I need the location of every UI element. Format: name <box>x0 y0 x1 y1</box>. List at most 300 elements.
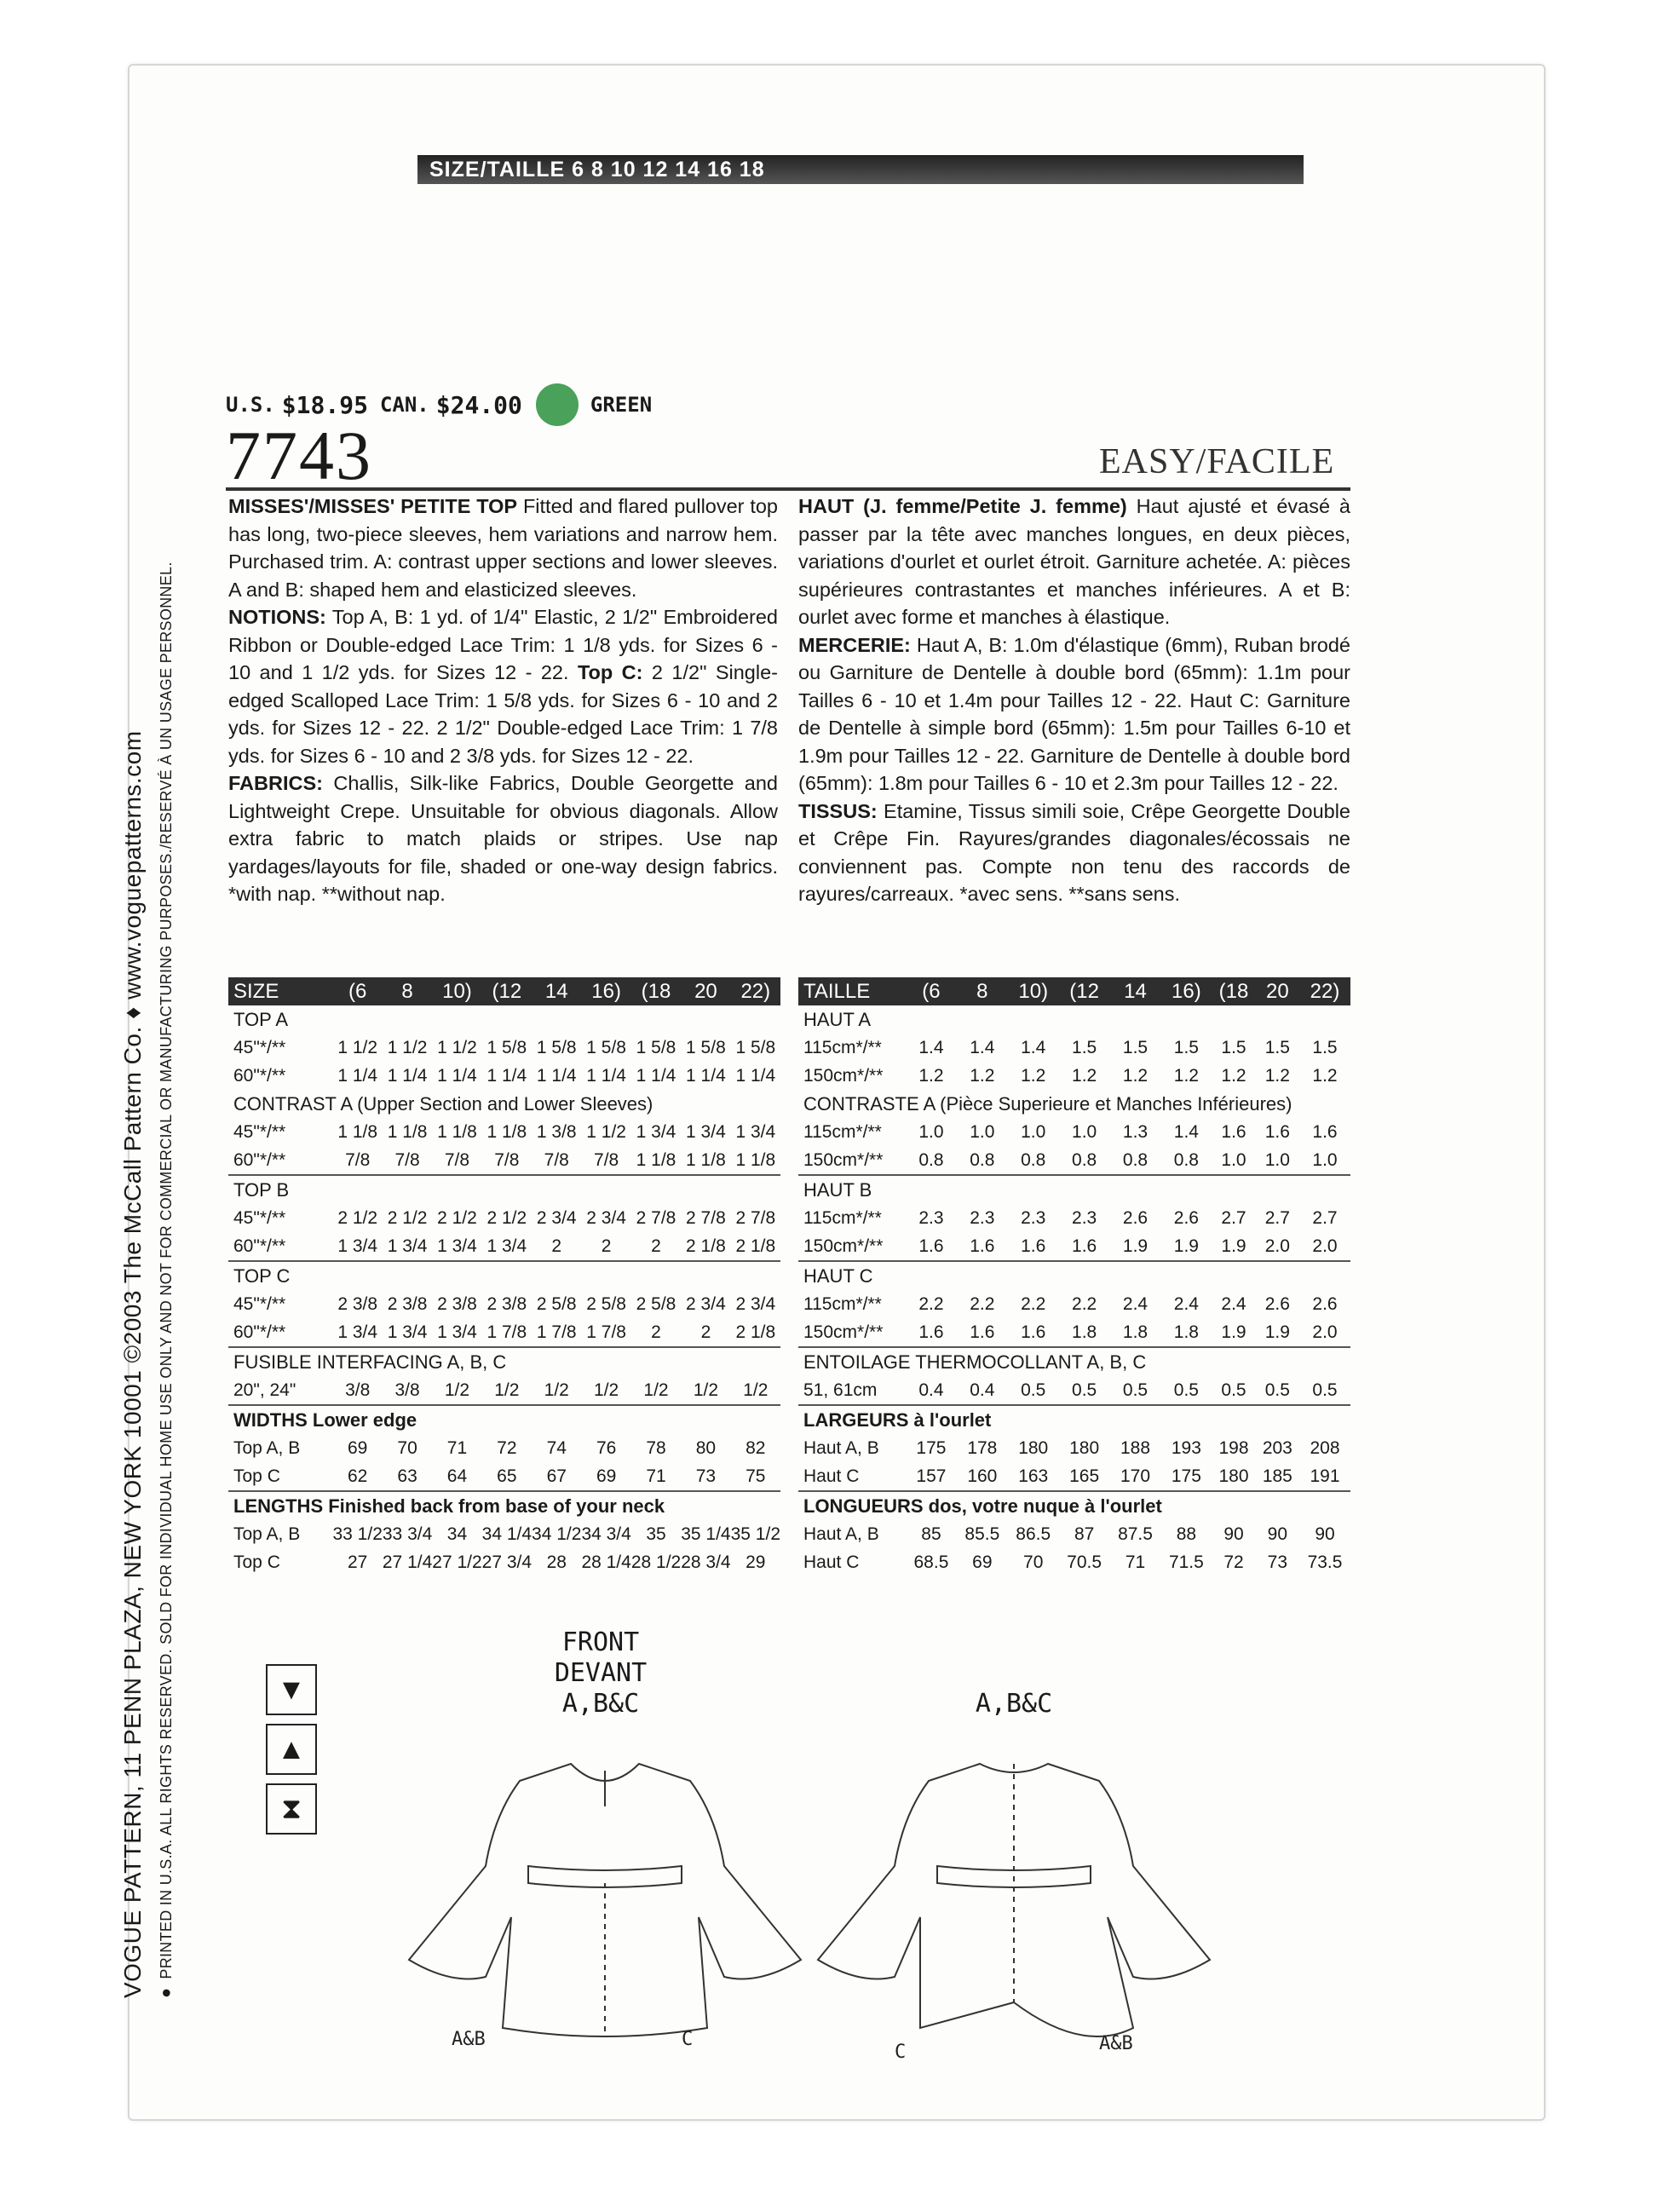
size-col-header: (6 <box>906 977 957 1005</box>
section-label: LARGEURS à l'ourlet <box>803 1408 992 1431</box>
table-row <box>798 1146 1350 1175</box>
size-header: TAILLE <box>798 977 906 1005</box>
size-col-header: 8 <box>383 977 432 1005</box>
table-cell: 64 <box>432 1462 481 1491</box>
table-cell: 0.5 <box>1110 1376 1161 1405</box>
table-cell: 1 1/8 <box>387 1121 428 1142</box>
row-label: 45"*/** <box>233 1293 286 1314</box>
table-cell: 193 <box>1171 1437 1201 1458</box>
table-cell: 2.6 <box>1264 1293 1290 1314</box>
size-col-header: 22) <box>731 977 780 1005</box>
table-cell: 2.3 <box>1072 1207 1097 1228</box>
table-cell: 1 1/2 <box>437 1037 477 1057</box>
table-header <box>228 977 780 1005</box>
table-cell: 1 1/8 <box>681 1146 730 1175</box>
table-row <box>798 1062 1350 1090</box>
table-cell: 2.7 <box>1312 1207 1338 1228</box>
row-label: 45"*/** <box>233 1207 286 1228</box>
table-cell: 1.6 <box>1008 1318 1059 1347</box>
section-row <box>798 1090 1350 1118</box>
table-cell: 71.5 <box>1168 1552 1204 1572</box>
table-cell: 1 1/2 <box>387 1037 428 1057</box>
table-cell: 67 <box>532 1462 581 1491</box>
table-cell: 2 5/8 <box>536 1293 577 1314</box>
table-cell: 0.8 <box>906 1146 957 1175</box>
section-row <box>798 1405 1350 1434</box>
table-cell: 1.4 <box>1021 1037 1046 1057</box>
table-cell: 2 3/8 <box>437 1293 477 1314</box>
section-row <box>228 1347 780 1376</box>
size-col-header: 16) <box>581 977 630 1005</box>
table-cell: 2.2 <box>918 1293 944 1314</box>
table-cell: 1 1/8 <box>437 1121 477 1142</box>
table-cell: 86.5 <box>1016 1524 1051 1544</box>
table-cell: 27 1/2 <box>432 1552 482 1572</box>
fr-notions-text: Haut A, B: 1.0m d'élastique (6mm), Ruban brodé ou Garniture de Dentelle à double bord (65mm): 1.1m pour Tailles 6 - 10 et 1.4m pour Tailles 12 - 22. Haut C: Garniture de Dentelle à simple bord (65mm): 1.5m pour Tailles 6-10 et 1.9m pour Tailles 12 - 22. Garniture de Dentelle à double bord (65mm): 1.8m pour Tailles 6 - 10 et 2.3m pour Tailles 12 - 22. <box>798 633 1350 794</box>
table-cell: 0.5 <box>1212 1376 1255 1405</box>
table-cell: 69 <box>581 1462 630 1491</box>
size-col-header: (12 <box>1059 977 1110 1005</box>
size-col-header: 14 <box>1110 977 1161 1005</box>
table-cell: 1.0 <box>1072 1121 1097 1142</box>
table-cell: 2.6 <box>1312 1293 1338 1314</box>
table-cell: 73 <box>681 1462 730 1491</box>
can-label: CAN. <box>379 393 429 417</box>
row-label: 115cm*/** <box>803 1293 882 1314</box>
table-cell: 2 5/8 <box>636 1293 676 1314</box>
table-cell: 1 5/8 <box>686 1037 726 1057</box>
table-cell: 1.9 <box>1110 1232 1161 1261</box>
en-notions <box>228 603 778 769</box>
table-cell: 72 <box>497 1437 517 1458</box>
table-cell: 1 7/8 <box>581 1318 630 1347</box>
table-cell: 1/2 <box>681 1376 730 1405</box>
table-cell: 80 <box>695 1437 717 1458</box>
row-label: Top A, B <box>233 1437 301 1458</box>
row-label: 45"*/** <box>233 1121 286 1142</box>
table-cell: 2.3 <box>918 1207 944 1228</box>
table-cell: 28 1/4 <box>581 1552 631 1572</box>
table-cell: 1 1/2 <box>337 1037 378 1057</box>
table-cell: 0.5 <box>1160 1376 1212 1405</box>
size-col-header: 20 <box>1256 977 1299 1005</box>
table-cell: 1/2 <box>581 1376 630 1405</box>
table-cell: 165 <box>1059 1462 1110 1491</box>
table-cell: 65 <box>482 1462 532 1491</box>
table-cell: 2 1/2 <box>486 1207 527 1228</box>
table-row <box>228 1232 780 1261</box>
table-cell: 90 <box>1315 1524 1335 1544</box>
row-label: 150cm*/** <box>803 1065 884 1086</box>
table-cell: 1.6 <box>906 1318 957 1347</box>
table-cell: 1.0 <box>1212 1146 1255 1175</box>
section-label: TOP C <box>233 1264 291 1287</box>
size-col-header: (18 <box>1212 977 1255 1005</box>
table-cell: 2 3/4 <box>586 1207 626 1228</box>
table-cell: 74 <box>546 1437 567 1458</box>
table-row <box>228 1118 780 1146</box>
table-cell: 2 3/4 <box>536 1207 577 1228</box>
table-cell: 1.9 <box>1212 1232 1255 1261</box>
table-cell: 1.6 <box>957 1318 1008 1347</box>
table-cell: 62 <box>332 1462 382 1491</box>
table-cell: 1.2 <box>1221 1065 1246 1086</box>
table-cell: 0.5 <box>1059 1376 1110 1405</box>
table-cell: 1 1/4 <box>536 1065 577 1086</box>
section-row <box>798 1347 1350 1376</box>
fr-notions <box>798 631 1350 798</box>
fr-description <box>798 493 1350 631</box>
table-cell: 2.6 <box>1122 1207 1149 1228</box>
en-notions-text-b: 2 1/2" Single-edged Scalloped Lace Trim: 1 5/8 yds. for Sizes 6 - 10 and 2 yds. for Sizes 12 - 22. 2 1/2" Double-edged Lace Trim: 1 7/8 yds. for Sizes 6 - 10 and 2 3/8 yds. for Sizes 12 - 22. <box>228 661 778 767</box>
section-row <box>228 1175 780 1204</box>
table-cell: 1.8 <box>1110 1318 1161 1347</box>
table-cell: 2 7/8 <box>735 1207 776 1228</box>
table-header <box>798 977 1350 1005</box>
table-cell: 2.2 <box>970 1293 995 1314</box>
back-left-label: C <box>895 2042 907 2062</box>
table-cell: 1 3/4 <box>686 1121 726 1142</box>
pattern-number: 7743 <box>226 417 372 494</box>
size-col-header: (6 <box>332 977 382 1005</box>
size-col-header: (12 <box>482 977 532 1005</box>
arrow-legend <box>266 1664 314 1843</box>
table-row <box>228 1062 780 1090</box>
rights-text: PRINTED IN U.S.A. ALL RIGHTS RESERVED. SOLD FOR INDIVIDUAL HOME USE ONLY AND NOT FOR COMMERCIAL OR MANUFACTURING PURPOSES./RESERVÉ À UN USAGE PERSONNEL. <box>158 562 175 1979</box>
table-cell: 1.6 <box>906 1232 957 1261</box>
row-label: Haut A, B <box>803 1437 879 1458</box>
table-cell: 163 <box>1008 1462 1059 1491</box>
us-price: $18.95 <box>281 390 368 419</box>
green-dot-icon <box>536 383 579 426</box>
en-notions-title: NOTIONS: <box>228 606 326 628</box>
difficulty-label: EASY/FACILE <box>1099 442 1335 481</box>
table-cell: 175 <box>916 1437 947 1458</box>
table-cell: 1 3/4 <box>432 1318 481 1347</box>
table-cell: 1 1/4 <box>636 1065 676 1086</box>
table-cell: 1.2 <box>1122 1065 1149 1086</box>
table-cell: 88 <box>1176 1524 1197 1544</box>
table-cell: 2.2 <box>1072 1293 1097 1314</box>
size-col-header: 16) <box>1160 977 1212 1005</box>
table-cell: 1 1/8 <box>631 1146 681 1175</box>
table-cell: 73 <box>1267 1552 1288 1572</box>
table-row <box>228 1146 780 1175</box>
table-cell: 2.4 <box>1173 1293 1199 1314</box>
row-label: Top A, B <box>233 1524 301 1544</box>
front-garment-sketch <box>400 1747 809 2054</box>
table-cell: 2 <box>631 1232 681 1261</box>
section-label: CONTRAST A (Upper Section and Lower Sleeves) <box>233 1092 653 1115</box>
down-arrow-icon: ▼ <box>266 1664 317 1715</box>
en-title: MISSES'/MISSES' PETITE TOP <box>228 495 518 517</box>
table-cell: 1.0 <box>918 1121 944 1142</box>
section-label: TOP A <box>233 1008 289 1030</box>
table-cell: 1/2 <box>532 1376 581 1405</box>
table-cell: 1 1/4 <box>486 1065 527 1086</box>
table-cell: 208 <box>1310 1437 1340 1458</box>
table-cell: 90 <box>1223 1524 1244 1544</box>
rights-line <box>157 473 176 1998</box>
table-cell: 1.8 <box>1160 1318 1212 1347</box>
table-cell: 3/8 <box>383 1376 432 1405</box>
table-row <box>228 1204 780 1232</box>
table-cell: 70 <box>1023 1552 1044 1572</box>
table-cell: 1 3/4 <box>735 1121 776 1142</box>
table-cell: 1.3 <box>1122 1121 1149 1142</box>
fr-desc-text: Haut ajusté et évasé à passer par la tête avec manches longues, en deux pièces, variations d'ourlet et ourlet étroit. Garniture achetée. A: pièces supérieures contrastantes et manches inférieures. A et B: ourlet avec forme et manches à élastique. <box>798 495 1350 628</box>
table-cell: 1.2 <box>918 1065 944 1086</box>
table-cell: 0.5 <box>1299 1376 1350 1405</box>
table-cell: 34 1/4 <box>481 1524 533 1544</box>
size-col-header: 14 <box>532 977 581 1005</box>
row-label: 150cm*/** <box>798 1232 906 1261</box>
table-cell: 0.5 <box>1008 1376 1059 1405</box>
table-cell: 2.7 <box>1264 1207 1290 1228</box>
table-cell: 1 7/8 <box>482 1318 532 1347</box>
front-title-fr: DEVANT <box>554 1658 648 1688</box>
table-row <box>228 1520 780 1548</box>
section-row <box>228 1005 780 1034</box>
en-notions-text-a: Top A, B: 1 yd. of 1/4" Elastic, 2 1/2" Embroidered Ribbon or Double-edged Lace Trim: 1 1/8 yds. for Sizes 6 - 10 and 1 1/2 yds. for Sizes 12 - 22. <box>228 606 778 683</box>
table-cell: 1.5 <box>1122 1037 1149 1057</box>
table-cell: 0.8 <box>1008 1146 1059 1175</box>
table-cell: 1 1/4 <box>586 1065 626 1086</box>
table-cell: 1.9 <box>1212 1318 1255 1347</box>
table-cell: 188 <box>1120 1437 1151 1458</box>
size-col-header: 8 <box>957 977 1008 1005</box>
table-cell: 1.4 <box>1173 1121 1199 1142</box>
table-cell: 1.5 <box>1312 1037 1338 1057</box>
size-col-header: 10) <box>432 977 481 1005</box>
section-label: ENTOILAGE THERMOCOLLANT A, B, C <box>803 1351 1147 1373</box>
row-label: Haut C <box>798 1462 906 1491</box>
table-cell: 1.5 <box>1173 1037 1199 1057</box>
table-cell: 2 <box>631 1318 681 1347</box>
table-cell: 82 <box>746 1437 766 1458</box>
front-left-label: A&B <box>452 2029 486 2050</box>
table-cell: 2.7 <box>1221 1207 1246 1228</box>
table-cell: 2.3 <box>970 1207 995 1228</box>
table-cell: 1.2 <box>1264 1065 1290 1086</box>
section-row <box>228 1090 780 1118</box>
table-cell: 73.5 <box>1307 1552 1343 1572</box>
table-cell: 33 1/2 <box>332 1524 383 1544</box>
table-row <box>798 1318 1350 1347</box>
table-cell: 34 <box>446 1524 468 1544</box>
en-desc-text: Fitted and flared pullover top has long, two-piece sleeves, hem variations and narrow hem. Purchased trim. A: contrast upper sections and lower sleeves. A and B: shaped hem and elasticized sleeves. <box>228 495 778 601</box>
table-cell: 76 <box>596 1437 617 1458</box>
table-cell: 1 1/4 <box>735 1065 776 1086</box>
size-col-header: 22) <box>1299 977 1350 1005</box>
table-cell: 1 5/8 <box>586 1037 626 1057</box>
table-cell: 1.0 <box>1256 1146 1299 1175</box>
table-cell: 7/8 <box>532 1146 581 1175</box>
table-cell: 2.0 <box>1299 1232 1350 1261</box>
section-label: TOP B <box>233 1178 290 1201</box>
section-label: FUSIBLE INTERFACING A, B, C <box>233 1351 507 1373</box>
table-cell: 0.4 <box>906 1376 957 1405</box>
table-cell: 180 <box>1069 1437 1100 1458</box>
table-cell: 35 1/4 <box>681 1524 731 1544</box>
row-label: 115cm*/** <box>803 1207 882 1228</box>
table-cell: 175 <box>1160 1462 1212 1491</box>
table-cell: 85.5 <box>964 1524 1000 1544</box>
table-cell: 1.5 <box>1264 1037 1290 1057</box>
table-cell: 27 <box>348 1552 368 1572</box>
row-label: Top C <box>233 1552 280 1572</box>
table-cell: 2 3/8 <box>486 1293 527 1314</box>
row-label: 45"*/** <box>233 1037 286 1057</box>
publisher-line: VOGUE PATTERN, 11 PENN PLAZA, NEW YORK 10001 ©2003 The McCall Pattern Co. ♦ www.voguepatterns.com <box>119 730 146 1998</box>
table-row <box>798 1376 1350 1405</box>
table-cell: 0.5 <box>1256 1376 1299 1405</box>
section-row <box>228 1261 780 1290</box>
table-cell: 191 <box>1299 1462 1350 1491</box>
table-cell: 1.9 <box>1256 1318 1299 1347</box>
table-cell: 157 <box>906 1462 957 1491</box>
table-row <box>798 1462 1350 1491</box>
size-strip <box>417 155 1304 184</box>
table-row <box>228 1318 780 1347</box>
size-col-header: 10) <box>1008 977 1059 1005</box>
table-cell: 1 3/4 <box>383 1318 432 1347</box>
row-label: Haut C <box>803 1552 860 1572</box>
table-cell: 85 <box>921 1524 941 1544</box>
table-cell: 1.5 <box>1072 1037 1097 1057</box>
front-caption <box>533 1627 669 1719</box>
front-title: FRONT <box>561 1627 640 1657</box>
section-label: WIDTHS Lower edge <box>233 1408 417 1431</box>
yardage-table-french <box>798 977 1350 1576</box>
yardage-table-english <box>228 977 780 1576</box>
table-cell: 2.2 <box>1021 1293 1046 1314</box>
table-row <box>798 1118 1350 1146</box>
table-cell: 2.4 <box>1221 1293 1246 1314</box>
size-col-header: 20 <box>681 977 730 1005</box>
table-cell: 87.5 <box>1118 1524 1153 1544</box>
table-cell: 1.9 <box>1160 1232 1212 1261</box>
table-cell: 69 <box>972 1552 993 1572</box>
table-cell: 1 3/4 <box>636 1121 676 1142</box>
table-cell: 1/2 <box>482 1376 532 1405</box>
table-cell: 69 <box>348 1437 368 1458</box>
table-cell: 1 3/8 <box>536 1121 577 1142</box>
can-price: $24.00 <box>435 390 522 419</box>
table-cell: 28 3/4 <box>681 1552 731 1572</box>
table-cell: 1.2 <box>1173 1065 1199 1086</box>
table-cell: 78 <box>646 1437 666 1458</box>
table-cell: 1/2 <box>731 1376 780 1405</box>
section-row <box>798 1175 1350 1204</box>
table-cell: 2 1/8 <box>731 1232 780 1261</box>
table-cell: 2 1/8 <box>681 1232 730 1261</box>
table-cell: 87 <box>1074 1524 1095 1544</box>
table-cell: 29 <box>746 1552 766 1572</box>
table-cell: 0.8 <box>1160 1146 1212 1175</box>
fr-fabrics-title: TISSUS: <box>798 799 878 822</box>
table-cell: 1.6 <box>1008 1232 1059 1261</box>
table-row <box>228 1376 780 1405</box>
table-cell: 1 3/4 <box>432 1232 481 1261</box>
table-cell: 7/8 <box>581 1146 630 1175</box>
en-description <box>228 493 778 603</box>
table-cell: 0.4 <box>957 1376 1008 1405</box>
us-label: U.S. <box>226 393 275 417</box>
table-cell: 2 <box>581 1232 630 1261</box>
table-cell: 1 5/8 <box>486 1037 527 1057</box>
table-cell: 1.0 <box>970 1121 995 1142</box>
table-cell: 1.2 <box>1021 1065 1046 1086</box>
table-cell: 1.2 <box>970 1065 995 1086</box>
table-cell: 203 <box>1262 1437 1292 1458</box>
section-label: HAUT A <box>803 1008 872 1030</box>
section-label: LONGUEURS dos, votre nuque à l'ourlet <box>803 1495 1162 1517</box>
french-description <box>798 493 1350 908</box>
row-label: 150cm*/** <box>798 1318 906 1347</box>
table-cell: 1 3/4 <box>482 1232 532 1261</box>
section-label: HAUT B <box>803 1178 872 1201</box>
back-caption: A,B&C <box>975 1689 1053 1719</box>
table-cell: 34 1/2 <box>532 1524 582 1544</box>
table-cell: 1 5/8 <box>636 1037 676 1057</box>
divider <box>226 487 1350 491</box>
section-label: LENGTHS Finished back from base of your neck <box>233 1495 665 1517</box>
bullet-icon: ● <box>157 1987 176 1998</box>
table-cell: 63 <box>383 1462 432 1491</box>
table-cell: 0.8 <box>957 1146 1008 1175</box>
fr-fabrics-text: Etamine, Tissus simili soie, Crêpe Georgette Double et Crêpe Fin. Rayures/grandes diagonales/écossais ne conviennent pas. Compte non tenu des raccords de rayures/carreaux. *avec sens. **sans sens. <box>798 799 1350 905</box>
table-row <box>798 1548 1350 1576</box>
table-cell: 2 3/8 <box>337 1293 378 1314</box>
table-cell: 1 1/8 <box>486 1121 527 1142</box>
table-row <box>798 1204 1350 1232</box>
table-cell: 71 <box>631 1462 681 1491</box>
table-row <box>798 1520 1350 1548</box>
table-cell: 1 5/8 <box>735 1037 776 1057</box>
table-cell: 1.2 <box>1072 1065 1097 1086</box>
table-cell: 1 3/4 <box>383 1232 432 1261</box>
table-cell: 28 1/2 <box>630 1552 682 1572</box>
table-cell: 1.6 <box>1264 1121 1290 1142</box>
table-cell: 0.8 <box>1059 1146 1110 1175</box>
table-cell: 180 <box>1018 1437 1049 1458</box>
table-row <box>228 1548 780 1576</box>
table-cell: 198 <box>1218 1437 1249 1458</box>
table-cell: 1.6 <box>1059 1232 1110 1261</box>
back-garment-sketch <box>809 1747 1218 2062</box>
table-cell: 2.6 <box>1173 1207 1199 1228</box>
section-row <box>798 1005 1350 1034</box>
table-cell: 7/8 <box>482 1146 532 1175</box>
table-cell: 1.4 <box>918 1037 944 1057</box>
hourglass-icon: ⧗ <box>266 1783 317 1835</box>
row-label: Haut A, B <box>803 1524 879 1544</box>
table-cell: 3/8 <box>332 1376 382 1405</box>
table-cell: 2.0 <box>1299 1318 1350 1347</box>
table-cell: 1 1/4 <box>337 1065 378 1086</box>
up-arrow-icon: ▲ <box>266 1724 317 1775</box>
table-cell: 2 3/8 <box>387 1293 428 1314</box>
table-cell: 1.0 <box>1299 1146 1350 1175</box>
row-label: 115cm*/** <box>803 1037 882 1057</box>
table-cell: 27 1/4 <box>382 1552 433 1572</box>
table-cell: 2 1/2 <box>337 1207 378 1228</box>
copyright-sidebar <box>119 473 176 1998</box>
section-row <box>228 1405 780 1434</box>
table-cell: 2 5/8 <box>586 1293 626 1314</box>
table-row <box>228 1034 780 1062</box>
